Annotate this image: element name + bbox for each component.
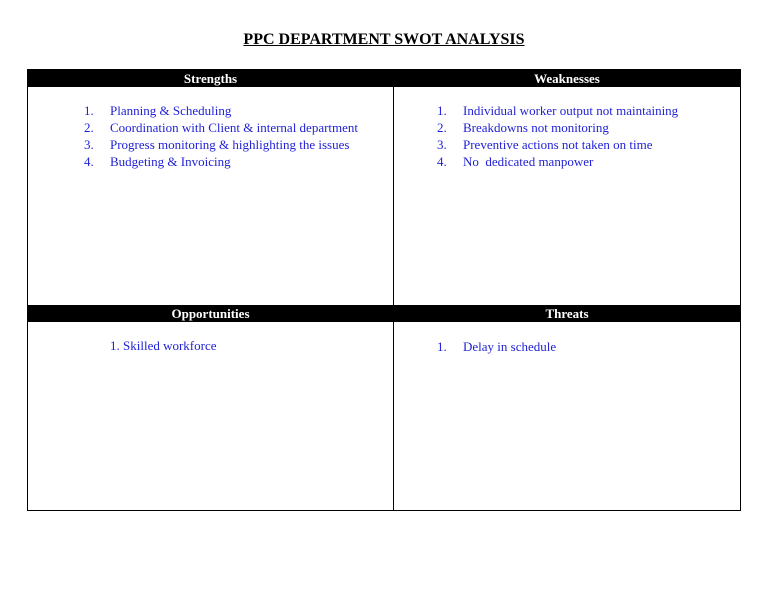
threats-list	[437, 338, 556, 355]
list-text: No dedicated manpower	[463, 154, 594, 169]
document-title: PPC DEPARTMENT SWOT ANALYSIS	[243, 31, 525, 48]
list-item	[437, 136, 678, 153]
list-item	[437, 102, 678, 119]
list-item	[84, 119, 358, 136]
list-number: 1.	[437, 339, 447, 354]
list-number: 4.	[84, 154, 94, 169]
list-number: 2.	[437, 120, 447, 135]
weaknesses-quadrant	[394, 70, 740, 305]
weaknesses-header: Weaknesses	[394, 70, 740, 87]
threats-header: Threats	[394, 305, 740, 322]
list-item	[437, 338, 556, 355]
strengths-header: Strengths	[28, 70, 393, 87]
opportunities-quadrant	[28, 305, 394, 510]
list-text: 1. Skilled workforce	[110, 338, 217, 353]
list-item	[110, 337, 217, 354]
list-item	[437, 153, 678, 170]
strengths-list	[84, 102, 358, 170]
threats-quadrant	[394, 305, 740, 510]
weaknesses-list	[437, 102, 678, 170]
list-number: 4.	[437, 154, 447, 169]
opportunities-list	[110, 337, 217, 354]
opportunities-header: Opportunities	[28, 305, 393, 322]
list-text: Budgeting & Invoicing	[110, 154, 231, 169]
list-item	[437, 119, 678, 136]
list-text: Progress monitoring & highlighting the issues	[110, 137, 350, 152]
list-text: Planning & Scheduling	[110, 103, 232, 118]
list-number: 3.	[437, 137, 447, 152]
list-number: 1.	[437, 103, 447, 118]
list-text: Preventive actions not taken on time	[463, 137, 653, 152]
list-item	[84, 102, 358, 119]
list-text: Coordination with Client & internal department	[110, 120, 359, 135]
list-text: Delay in schedule	[463, 339, 557, 354]
swot-grid	[27, 69, 741, 511]
list-number: 3.	[84, 137, 94, 152]
list-number: 2.	[84, 120, 94, 135]
strengths-quadrant	[28, 70, 394, 305]
list-item	[84, 153, 358, 170]
list-number: 1.	[84, 103, 94, 118]
list-item	[84, 136, 358, 153]
list-text: Individual worker output not maintaining	[463, 103, 679, 118]
list-text: Breakdowns not monitoring	[463, 120, 609, 135]
